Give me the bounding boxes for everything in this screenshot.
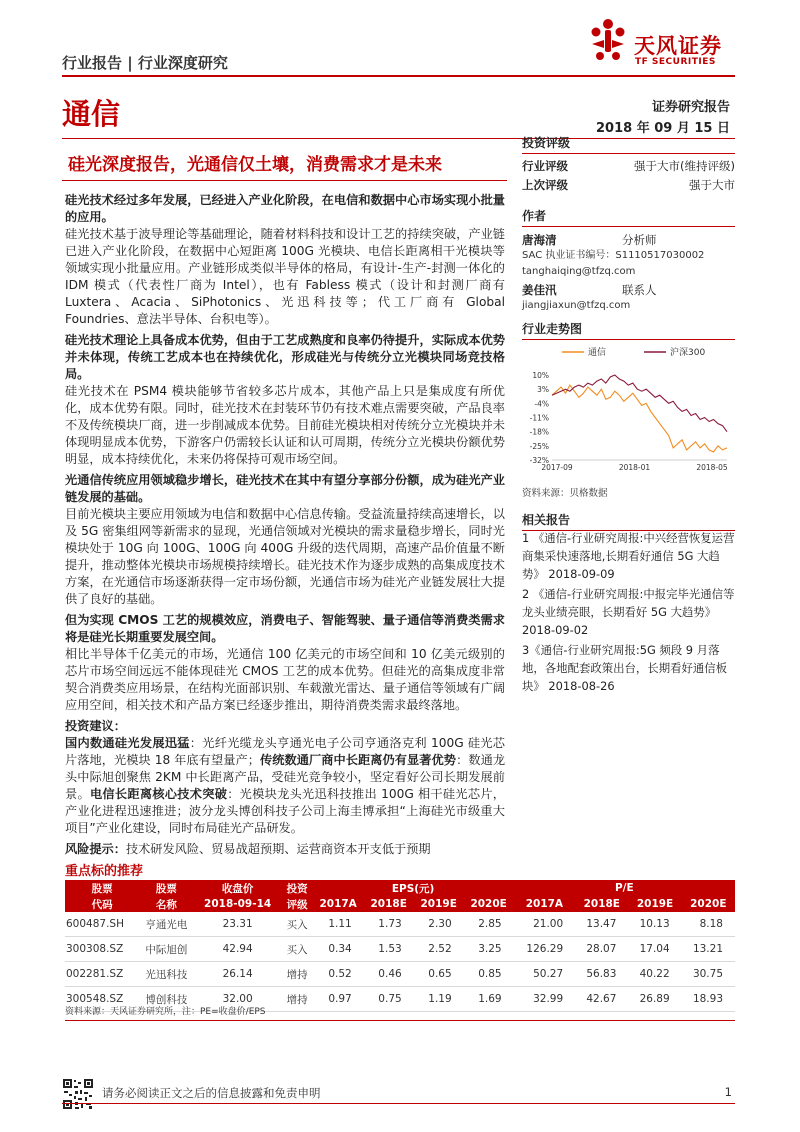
table-cell: 126.29 [514, 937, 576, 962]
table-cell: 42.67 [575, 987, 628, 1012]
summary-paragraph [65, 332, 505, 468]
stock-table [65, 880, 735, 1012]
related-report-link[interactable]: 1 《通信-行业研究周报:中兴经营恢复运营商集采快速落地,长期看好通信 5G 大趋势》 2018-09-09 [522, 531, 735, 581]
col-header: 2019E [414, 896, 464, 912]
rating-heading: 投资评级 [522, 134, 735, 154]
col-header: 收盘价 [194, 880, 282, 896]
col-header: 代码 [65, 896, 139, 912]
col-header: 2017A [514, 896, 576, 912]
table-cell: 2.52 [414, 937, 464, 962]
table-cell: 0.65 [414, 962, 464, 987]
investment-advice [65, 718, 505, 837]
table-header-row [65, 880, 735, 896]
table-cell: 1.11 [313, 912, 364, 937]
table-cell: 0.52 [313, 962, 364, 987]
y-tick-label: -4% [534, 399, 549, 409]
col-header: 2018E [364, 896, 414, 912]
rating-panel [522, 134, 735, 195]
legend-label: 通信 [588, 348, 607, 358]
report-category: 行业报告 | 行业深度研究 [62, 54, 228, 72]
col-header: 名称 [139, 896, 193, 912]
paragraph-text: 相比半导体千亿美元的市场，光通信 100 亿美元的市场空间和 10 亿美元级别的芯片市场空间远远不能体现硅光 CMOS 工艺的成本优势。但硅光的高集成度非常契合消费类应用场景，在结构光面部识别、车载激光雷达、量子通信等领域有广阔应用空间，相关技术和产品方案已经逐步推出，期待消费类需求最终落地。 [65, 647, 505, 712]
investment-text: ：数通龙头中际旭创聚焦 2KM 中长距离产品，受硅光竞争较小，坚定看好公司长期发展前景。 [65, 753, 506, 801]
table-subheader-row [65, 896, 735, 912]
col-header: 2020E [682, 896, 735, 912]
table-cell: 0.46 [364, 962, 414, 987]
y-tick-label: -18% [529, 427, 549, 437]
table-cell: 1.19 [414, 987, 464, 1012]
col-header: 评级 [282, 896, 313, 912]
table-cell: 56.83 [575, 962, 628, 987]
table-cell: 28.07 [575, 937, 628, 962]
paragraph-text: 硅光技术在 PSM4 模块能够节省较多芯片成本，其他产品上只是集成度有所优化，成本优势有限。同时，硅光技术在封装环节仍有技术难点需要突破，产品良率不及传统模块厂商，进一步削减成本优势。目前硅光模块相对传统分立光模块并未体现明显成本优势，下游客户仍需较长认证和认可周期，传统分立光模块份额优势明显，成本持续优化，未来仍将保持可观市场空间。 [65, 384, 505, 466]
col-header: 投资 [282, 880, 313, 896]
table-row [65, 962, 735, 987]
related-report-link[interactable]: 2 《通信-行业研究周报:中报完毕光通信等龙头业绩亮眼，长期看好 5G 大趋势》 2018-09-02 [522, 587, 735, 637]
logo-text-en: TF SECURITIES [635, 57, 716, 67]
author-email-link[interactable]: jiangjiaxun@tfzq.com [522, 300, 631, 311]
authors-panel [522, 207, 735, 314]
table-note: 资料来源：天风证券研究所，注：PE=收盘价/EPS [65, 1007, 266, 1017]
report-date: 2018 年 09 月 15 日 [596, 121, 730, 136]
rating-key: 行业评级 [522, 159, 568, 173]
rating-key: 上次评级 [522, 178, 568, 192]
table-cell: 2.30 [414, 912, 464, 937]
table-cell: 30.75 [682, 962, 735, 987]
stock-code: 002281.SZ [65, 962, 139, 987]
risk-text: 技术研发风险、贸易战超预期、运营商资本开支低于预期 [125, 842, 431, 856]
table-cell: 21.00 [514, 912, 576, 937]
y-tick-label: 3% [537, 385, 549, 395]
qr-code-icon [62, 1078, 94, 1110]
report-headline: 硅光深度报告，光通信仅土壤，消费需求才是未来 [68, 155, 442, 175]
table-cell: 0.85 [464, 962, 514, 987]
related-heading: 相关报告 [522, 511, 735, 531]
related-list [522, 529, 735, 697]
table-cell: 26.89 [628, 987, 681, 1012]
risk-warning [65, 841, 505, 858]
footer-divider [62, 1103, 735, 1104]
series-line [552, 385, 727, 452]
table-cell: 17.04 [628, 937, 681, 962]
table-cell: 1.53 [364, 937, 414, 962]
paragraph-text: 目前光模块主要应用领域为电信和数据中心信息传输。受益流量持续高速增长，以及 5G 密集组网等新需求的显现，光通信领域对光模块的需求量稳步增长，同时光模块处于 10G 向 100G、100G 向 400G 升级的迭代周期，高速产品价值量不断提升，推动整体光模块市场规模持续增长。硅光技术作为逐步成熟的高集成度技术方案，在光通信市场逐渐获得一定市场份额，光通信市场为硅光产业链发展壮大提供了良好的基础。 [65, 507, 505, 606]
author-role: 分析师 [622, 233, 657, 247]
col-header: 2019E [628, 896, 681, 912]
table-cell: 买入 [282, 912, 313, 937]
paragraph-lead: 硅光技术经过多年发展，已经进入产业化阶段，在电信和数据中心市场实现小批量的应用。 [65, 193, 505, 224]
table-cell: 0.97 [313, 987, 364, 1012]
stock-name: 光迅科技 [139, 962, 193, 987]
related-panel [522, 511, 735, 531]
summary-paragraph [65, 472, 505, 608]
chart-source: 资料来源：贝格数据 [522, 488, 608, 499]
y-tick-label: -25% [529, 441, 549, 451]
legend-label: 沪深300 [670, 348, 706, 358]
summary-paragraph [65, 612, 505, 714]
author-name: 唐海清 [522, 233, 557, 247]
author-email-link[interactable]: tanghaiqing@tfzq.com [522, 266, 636, 277]
table-cell: 0.75 [364, 987, 414, 1012]
author-name: 姜佳汛 [522, 283, 557, 297]
col-header: 2018-09-14 [194, 896, 282, 912]
y-tick-label: -11% [529, 413, 549, 423]
page-number: 1 [724, 1085, 732, 1099]
rating-value: 强于大市 [689, 178, 735, 192]
x-tick-label: 2018-05 [696, 463, 728, 472]
series-line [552, 375, 727, 432]
stock-code: 600487.SH [65, 912, 139, 937]
table-cell: 23.31 [194, 912, 282, 937]
summary-paragraph [65, 192, 505, 328]
trend-heading: 行业走势图 [522, 320, 735, 340]
y-tick-label: -32% [529, 456, 549, 465]
paragraph-text: 硅光技术基于波导理论等基础理论，随着材料科技和设计工艺的持续突破，产业链已进入产业化阶段，在数据中心短距离 100G 光模块、电信长距离相干光模块等领域实现小批量应用。产业链形成类似半导体的格局，有设计-生产-封测一体化的 IDM 模式（代表性厂商为 Intel），也有 Fabless 模式（设计和封测厂商有 Luxtera、Acacia、SiPhotonics、光迅科技等；代工厂商有 Global Foundries、意法半导体、台积电等）。 [65, 227, 505, 326]
investment-heading: 投资建议： [65, 719, 126, 733]
table-cell: 42.94 [194, 937, 282, 962]
headline-underline [62, 180, 507, 181]
col-header: 股票 [65, 880, 139, 896]
disclaimer: 请务必阅读正文之后的信息披露和免责申明 [102, 1086, 321, 1100]
col-header: 股票 [139, 880, 193, 896]
authors-heading: 作者 [522, 207, 735, 227]
author-2 [522, 282, 735, 298]
rating-value: 强于大市(维持评级) [634, 159, 735, 173]
stock-code: 300308.SZ [65, 937, 139, 962]
table-cell: 0.34 [313, 937, 364, 962]
header-divider [62, 75, 735, 77]
table-cell: 1.69 [464, 987, 514, 1012]
table-cell: 1.73 [364, 912, 414, 937]
related-report-link[interactable]: 3《通信-行业研究周报:5G 频段 9 月落地，各地配套政策出台，长期看好通信板块》 2018-08-26 [522, 643, 728, 693]
x-tick-label: 2018-01 [618, 463, 651, 472]
rating-row [522, 157, 735, 176]
stock-name: 中际旭创 [139, 937, 193, 962]
author-cert: SAC 执业证书编号：S1110517030002 [522, 250, 705, 261]
investment-text: ：光纤光缆龙头亨通光电子公司亨通洛克利 100G 硅光芯片落地，光模块 18 年底有望量产； [65, 736, 505, 767]
table-cell: 买入 [282, 937, 313, 962]
author-1 [522, 232, 735, 248]
table-cell: 32.99 [514, 987, 576, 1012]
col-header-eps: EPS(元) [313, 880, 514, 896]
summary-body [65, 192, 505, 862]
paragraph-lead: 但为实现 CMOS 工艺的规模效应，消费电子、智能驾驶、量子通信等消费类需求将是硅光长期重要发展空间。 [65, 613, 505, 644]
table-cell: 2.85 [464, 912, 514, 937]
investment-text: ：光模块龙头光迅科技推出 100G 相干硅光芯片，产业化进程迅速推进；波分龙头博创科技子公司上海圭博承担“上海硅光市级重大项目”产业化建设，同时布局硅光产品研发。 [65, 787, 505, 835]
table-cell: 13.47 [575, 912, 628, 937]
table-row [65, 912, 735, 937]
table-row [65, 937, 735, 962]
col-header: 2017A [313, 896, 364, 912]
trend-panel [522, 320, 735, 340]
table-cell: 8.18 [682, 912, 735, 937]
col-header: 2020E [464, 896, 514, 912]
tf-logo-icon [588, 18, 628, 68]
stock-code: 300548.SZ [65, 987, 139, 1012]
y-tick-label: 10% [532, 371, 549, 380]
table-cell: 增持 [282, 987, 313, 1012]
investment-point: 国内数通硅光发展迅猛 [65, 736, 190, 750]
investment-point: 传统数通厂商中长距离仍有显著优势 [259, 753, 457, 767]
table-cell: 26.14 [194, 962, 282, 987]
col-header-pe: P/E [514, 880, 735, 896]
logo-text: 天风证券 [634, 34, 722, 58]
trend-chart [522, 340, 735, 475]
table-cell: 13.21 [682, 937, 735, 962]
table-cell: 3.25 [464, 937, 514, 962]
table-cell: 10.13 [628, 912, 681, 937]
table-cell: 增持 [282, 962, 313, 987]
table-cell: 18.93 [682, 987, 735, 1012]
table-cell: 50.27 [514, 962, 576, 987]
risk-label: 风险提示： [65, 842, 126, 856]
paragraph-lead: 光通信传统应用领域稳步增长，硅光技术在其中有望分享部分份额，成为硅光产业链发展的基础。 [65, 473, 505, 504]
table-cell: 40.22 [628, 962, 681, 987]
table-cell: 32.00 [194, 987, 282, 1012]
author-role: 联系人 [622, 283, 657, 297]
industry-title: 通信 [62, 97, 121, 131]
investment-point: 电信长距离核心技术突破 [89, 787, 228, 801]
paragraph-lead: 硅光技术理论上具备成本优势，但由于工艺成熟度和良率仍待提升，实际成本优势并未体现，传统工艺成本也在持续优化，形成硅光与传统分立光模块同场竞技格局。 [65, 333, 505, 381]
stock-name: 亨通光电 [139, 912, 193, 937]
x-tick-label: 2017-09 [541, 463, 573, 472]
rating-row [522, 176, 735, 195]
stock-name: 博创科技 [139, 987, 193, 1012]
col-header: 2018E [575, 896, 628, 912]
report-type: 证券研究报告 [651, 100, 730, 115]
table-divider [65, 1020, 735, 1021]
table-title: 重点标的推荐 [65, 864, 144, 879]
